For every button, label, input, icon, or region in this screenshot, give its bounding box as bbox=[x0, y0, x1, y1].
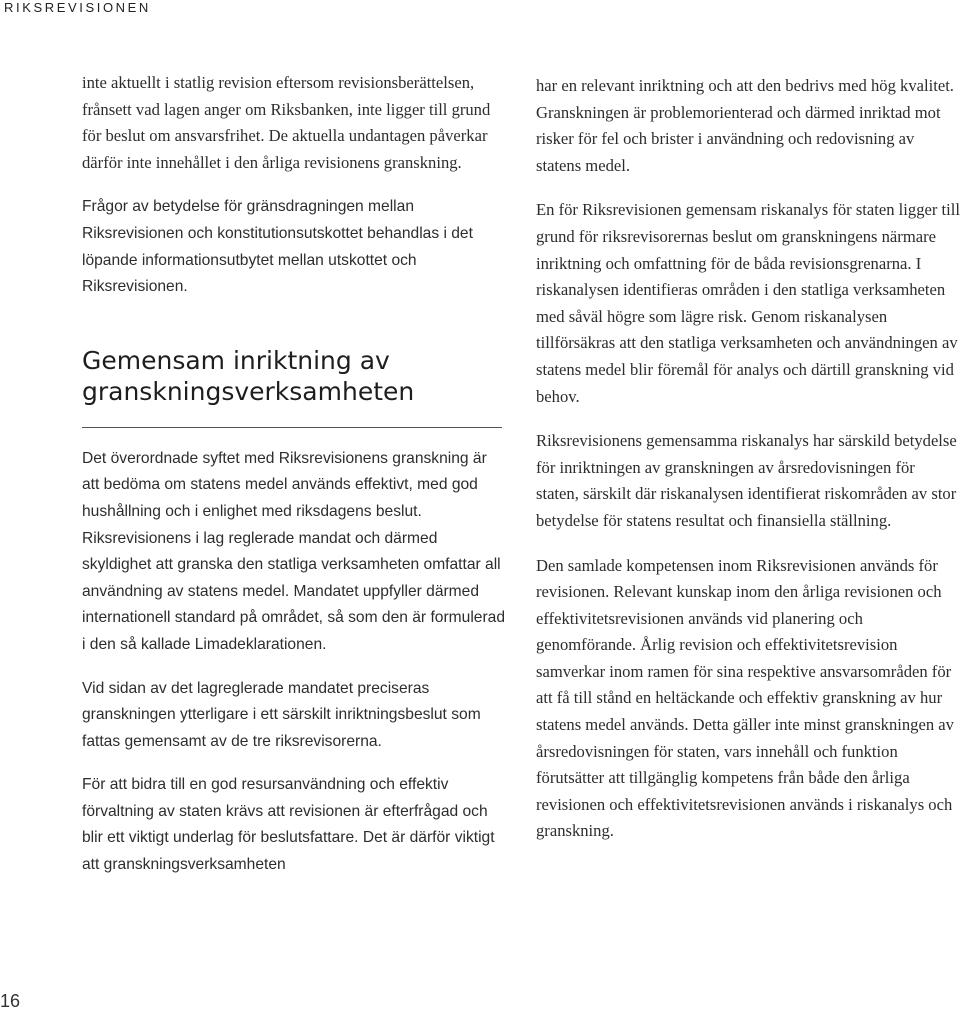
page-number: 16 bbox=[0, 991, 21, 1011]
body-paragraph: En för Riksrevisionen gemensam riskanalys för staten ligger till grund för riksrevisorernas beslut om granskningens närmare inriktning och omfattning för de båda revisionsgrenarna. I riskanalysen identifieras områden i den statliga verksamheten med såväl högre som lägre risk. Genom riskanalysen tillförsäkras att den statliga verksamheten och användningen av statens medel blir föremål för analys och därtill granskning vid behov. bbox=[536, 200, 960, 406]
body-paragraph: Det överordnade syftet med Riksrevisionens granskning är att bedöma om statens medel används effektivt, med god hushållning och i enlighet med riksdagens beslut. Riksrevisionens i lag reglerade mandat och därmed skyldighet att granska den statliga verksamheten omfattar all användning av statens medel. Mandatet uppfyller därmed internationell standard på området, så som den är formulerad i den så kallade Limadeklarationen. bbox=[82, 449, 505, 653]
body-paragraph: För att bidra till en god resursanvändning och effektiv förvaltning av staten krävs att revisionen är efterfrågad och blir ett viktigt underlag för beslutsfattare. Det är därför viktigt att granskningsverksamheten bbox=[82, 776, 495, 874]
body-paragraph: har en relevant inriktning och att den bedrivs med hög kvalitet. Granskningen är problemorienterad och därmed inriktad mot risker för fel och brister i användning och redovisning av statens medel. bbox=[536, 76, 954, 175]
body-paragraph: Vid sidan av det lagreglerade mandatet preciseras granskningen ytterligare i ett särskilt inriktningsbeslut som fattas gemensamt av de tre riksrevisorerna. bbox=[82, 679, 481, 750]
committee-paragraph: Frågor av betydelse för gränsdragningen mellan Riksrevisionen och konstitutionsutskottet behandlas i det löpande informationsutbytet mellan utskottet och Riksrevisionen. bbox=[82, 198, 473, 296]
body-paragraph: Den samlade kompetensen inom Riksrevisionen används för revisionen. Relevant kunskap inom den årliga revisionen och effektivitetsrevisionen används vid planering och genomförande. Årlig revision och effektivitetsrevision samverkar inom ramen för sina respektive ansvarsområden för att få till stånd en heltäckande och effektiv granskning av hur statens medel används. Detta gäller inte minst granskningen av årsredovisningen för staten, vars innehåll och funktion förutsätter att tillgänglig kompetens från både den årliga revisionen och effektivitetsrevisionen används i riskanalys och granskning. bbox=[536, 555, 954, 841]
running-header: RIKSREVISIONEN bbox=[4, 0, 151, 15]
left-column bbox=[82, 70, 507, 879]
section-heading: Gemensam inriktning av granskningsverksamheten bbox=[82, 345, 502, 428]
body-paragraph: Riksrevisionens gemensamma riskanalys har särskild betydelse för inriktningen av granskningen av årsredovisningen för staten, särskilt där riskanalysen identifierat riskområden av stor betydelse för statens resultat och finansiella ställning. bbox=[536, 431, 957, 530]
intro-paragraph: inte aktuellt i statlig revision eftersom revisionsberättelsen, frånsett vad lagen anger om Riksbanken, inte ligger till grund för beslut om ansvarsfrihet. De aktuella undantagen påverkar därför inte innehållet i den årliga revisionens granskning. bbox=[82, 73, 491, 172]
right-column bbox=[536, 73, 960, 863]
